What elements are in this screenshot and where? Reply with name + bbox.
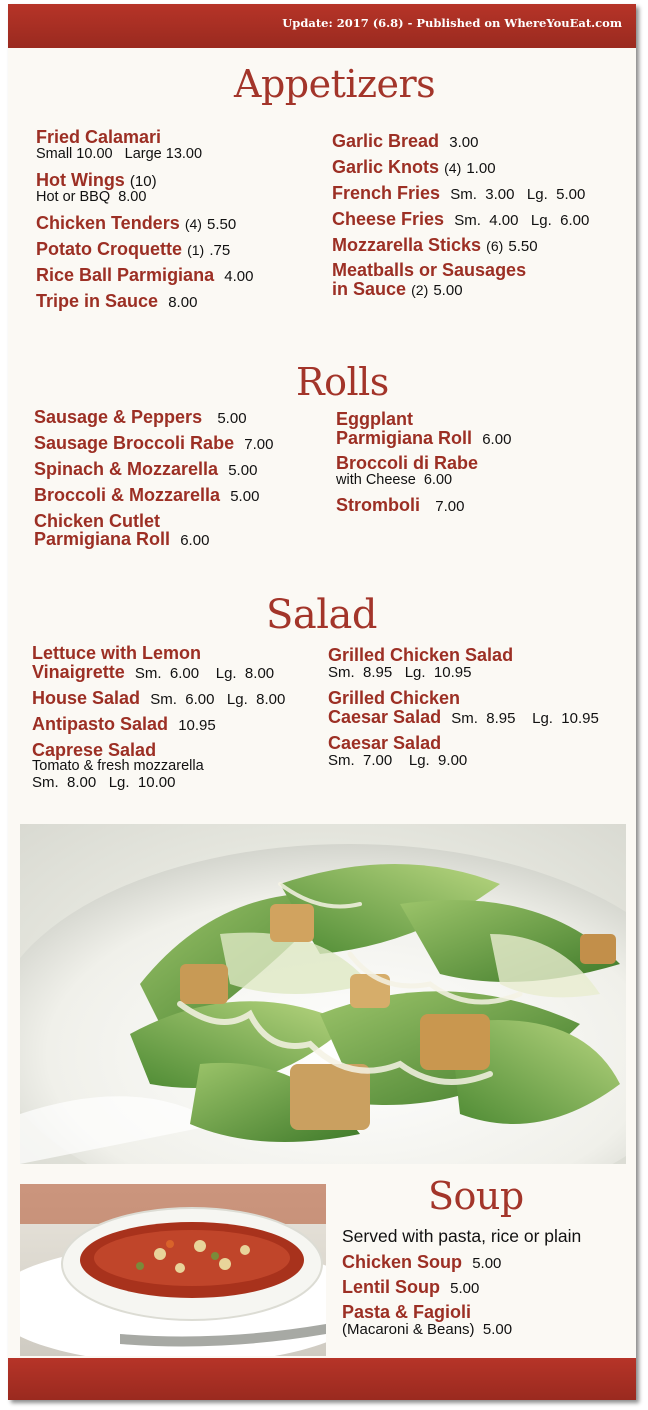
- menu-item: Chicken Tenders (4) 5.50: [36, 213, 237, 234]
- salad-right-column: [328, 646, 632, 769]
- menu-item: Pasta & Fagioli (Macaroni & Beans) 5.00: [342, 1301, 513, 1338]
- menu-page: [8, 4, 636, 1400]
- menu-item: Tripe in Sauce 8.00: [36, 290, 198, 311]
- menu-item: Lettuce with Lemon Vinaigrette Sm. 6.00 Lg. 8.00: [32, 643, 275, 682]
- menu-item: House Salad Sm. 6.00 Lg. 8.00: [32, 687, 286, 708]
- menu-item: Mozzarella Sticks (6) 5.50: [332, 234, 538, 255]
- rolls-right-column: [336, 410, 632, 515]
- appetizers-left-column: [36, 128, 336, 311]
- menu-item: Garlic Knots (4) 1.00: [332, 156, 496, 177]
- menu-item: Potato Croquette (1) .75: [36, 239, 231, 260]
- menu-item: Grilled Chicken Caesar Salad Sm. 8.95 Lg. 10.95: [328, 687, 599, 727]
- menu-item: Rice Ball Parmigiana 4.00: [36, 265, 254, 285]
- menu-item: Cheese Fries Sm. 4.00 Lg. 6.00: [332, 208, 590, 229]
- appetizers-title: Appetizers: [234, 62, 436, 106]
- soup-intro: Served with pasta, rice or plain: [342, 1226, 582, 1246]
- menu-item: Grilled Chicken Salad Sm. 8.95 Lg. 10.95: [328, 645, 514, 681]
- menu-item: Meatballs or Sausages in Sauce (2) 5.00: [332, 260, 527, 300]
- rolls-left-column: [34, 408, 344, 549]
- menu-item: Sausage Broccoli Rabe 7.00: [34, 432, 274, 453]
- soup-title: Soup: [428, 1174, 524, 1218]
- menu-item: Hot Wings (10) Hot or BBQ 8.00: [36, 170, 157, 205]
- menu-item: Eggplant Parmigiana Roll 6.00: [336, 409, 512, 448]
- menu-item: Antipasto Salad 10.95: [32, 713, 216, 734]
- bottom-band: [8, 1358, 636, 1400]
- menu-item: Chicken Cutlet Parmigiana Roll 6.00: [34, 510, 210, 550]
- top-band: [8, 4, 636, 48]
- menu-item: Fried Calamari Small 10.00 Large 13.00: [36, 127, 203, 162]
- soup-list: [342, 1226, 632, 1337]
- menu-item: Broccoli & Mozzarella 5.00: [34, 484, 260, 505]
- menu-item: Chicken Soup 5.00: [342, 1252, 502, 1272]
- menu-item: Sausage & Peppers 5.00: [34, 407, 247, 427]
- menu-item: Caprese Salad Tomato & fresh mozzarella Sm. 8.00 Lg. 10.00: [32, 739, 204, 791]
- caesar-salad-photo: [20, 824, 626, 1164]
- rolls-title: Rolls: [296, 360, 389, 404]
- salad-illustration: [20, 824, 626, 1164]
- menu-item: Broccoli di Rabe with Cheese 6.00: [336, 452, 479, 488]
- salad-left-column: [32, 644, 342, 790]
- menu-item: Stromboli 7.00: [336, 494, 465, 515]
- salad-title: Salad: [266, 592, 377, 638]
- menu-item: Lentil Soup 5.00: [342, 1276, 480, 1297]
- soup-photo: [20, 1184, 326, 1356]
- menu-item: French Fries Sm. 3.00 Lg. 5.00: [332, 182, 586, 203]
- menu-item: Caesar Salad Sm. 7.00 Lg. 9.00: [328, 733, 468, 770]
- appetizers-right-column: [332, 132, 632, 299]
- soup-illustration: [20, 1184, 326, 1356]
- update-text: Update: 2017 (6.8) - Published on WhereYouEat.com: [282, 16, 622, 30]
- menu-item: Garlic Bread 3.00: [332, 131, 479, 151]
- menu-item: Spinach & Mozzarella 5.00: [34, 458, 258, 479]
